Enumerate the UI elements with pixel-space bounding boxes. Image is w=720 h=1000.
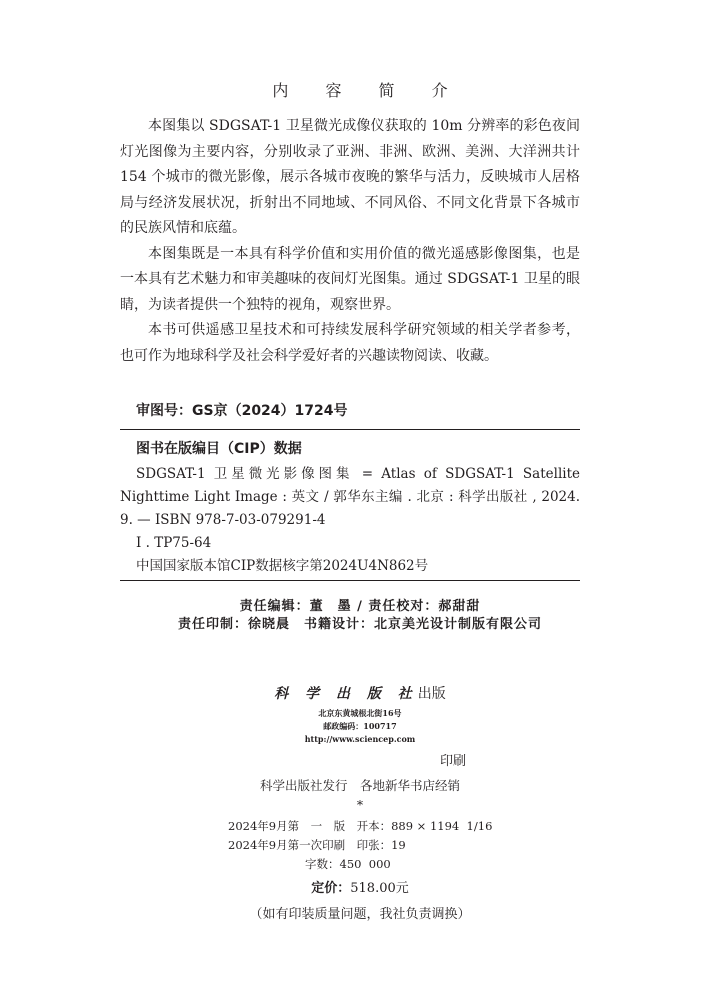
- distribution-line: 科学出版社发行 各地新华书店经销: [259, 778, 460, 793]
- cip-data: [120, 463, 580, 578]
- edition-line: 2024年9月第 一 版 开本：889 × 1194 1/16: [228, 819, 493, 833]
- intro-paragraph: 本书可供遥感卫星技术和可持续发展科学研究领域的相关学者参考，也可作为地球科学及社会科学爱好者的兴趣读物阅读、收藏。: [120, 322, 580, 364]
- cip-heading: 图书在版编目（CIP）数据: [136, 441, 302, 457]
- divider: [120, 580, 580, 581]
- printing-line: 2024年9月第一次印刷 印张：19: [228, 838, 406, 852]
- map-approval-number: 审图号：GS京（2024）1724号: [136, 403, 348, 419]
- cip-data-number: 中国国家版本馆CIP数据核字第2024U4N862号: [136, 558, 429, 574]
- publisher: [0, 683, 720, 703]
- publisher-name: 科 学 出 版 社: [274, 686, 418, 702]
- word-count-line: 字数：450 000: [305, 857, 391, 871]
- publisher-suffix: 出版: [417, 686, 446, 702]
- price-label: 定价：: [311, 881, 351, 896]
- quality-notice: （如有印装质量问题，我社负责调换）: [249, 907, 471, 922]
- price: [0, 877, 720, 896]
- cip-classification: Ⅰ . TP75-64: [136, 535, 212, 551]
- publisher-url: http://www.sciencep.com: [304, 734, 416, 744]
- separator-asterisk: *: [356, 797, 364, 812]
- page-title: 内 容 简 介: [272, 81, 464, 100]
- printer: 印刷: [440, 754, 467, 769]
- intro-paragraph: 本图集既是一本具有科学价值和实用价值的微光遥感影像图集，也是一本具有艺术魅力和审美趣味的夜间灯光图集。通过 SDGSAT-1 卫星的眼睛，为读者提供一个独特的视角，观察世界。: [120, 245, 580, 313]
- editors-line: 责任编辑：董 墨 / 责任校对：郝甜甜: [239, 599, 481, 614]
- price-value: 518.00元: [350, 881, 409, 896]
- production-line: 责任印制：徐晓晨 书籍设计：北京美光设计制版有限公司: [177, 617, 542, 632]
- intro-paragraph: 本图集以 SDGSAT-1 卫星微光成像仪获取的 10m 分辨率的彩色夜间灯光图像为主要内容，分别收录了亚洲、非洲、欧洲、美洲、大洋洲共计 154 个城市的微光影像，展示各城市夜晚的繁华与活力，反映城市人居格局与经济发展状况，折射出不同地域、不同风俗、不同文化背景下各城市的民族风情和底蕴。: [120, 118, 580, 236]
- publisher-postcode: 邮政编码：100717: [323, 721, 397, 731]
- publisher-address: 北京东黄城根北街16号: [318, 708, 402, 718]
- cip-entry: SDGSAT-1 卫星微光影像图集 = Atlas of SDGSAT-1 Satellite Nighttime Light Image : 英文 / 郭华东主编 . 北京 : 科学出版社 , 2024. 9. — ISBN 978-7-03-079291-4: [120, 466, 580, 528]
- intro-section: [120, 114, 580, 369]
- divider: [120, 429, 580, 430]
